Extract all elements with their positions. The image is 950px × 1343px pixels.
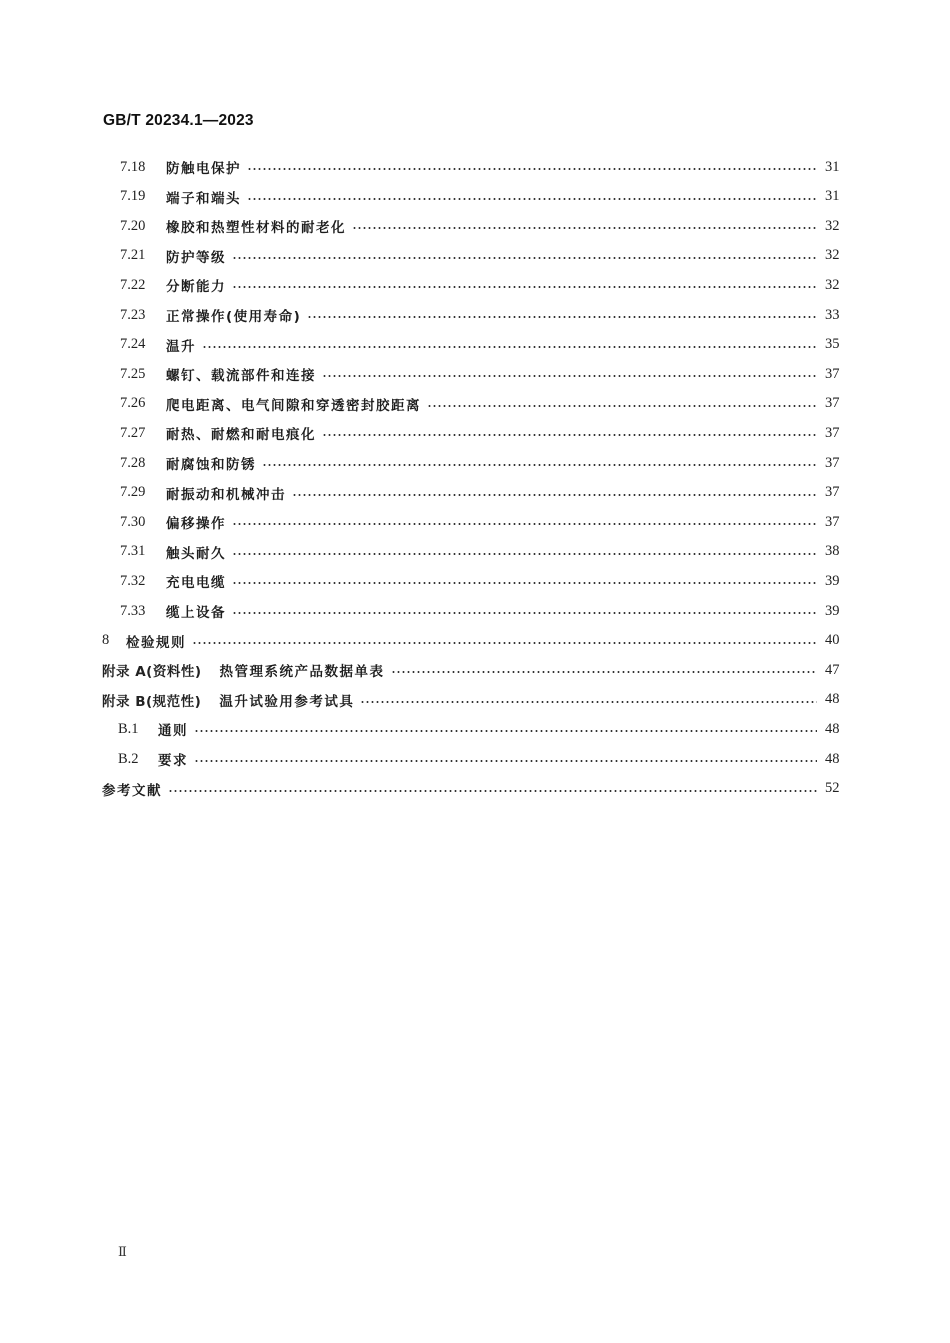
toc-entry-number: 7.30 bbox=[120, 513, 146, 530]
toc-entry-page: 37 bbox=[825, 365, 840, 382]
toc-entry-title: 螺钉、载流部件和连接 bbox=[166, 368, 316, 385]
toc-entry-title: 正常操作(使用寿命) bbox=[166, 309, 302, 325]
dot-leader bbox=[202, 346, 817, 348]
toc-entry-page: 35 bbox=[825, 336, 840, 353]
toc-entry-title: 参考文献 bbox=[102, 782, 162, 799]
toc-entry[interactable] bbox=[120, 214, 843, 238]
toc-entry[interactable] bbox=[120, 451, 843, 475]
toc-entry-page: 39 bbox=[825, 602, 840, 619]
toc-entry-title: 防触电保护 bbox=[166, 161, 241, 177]
toc-entry[interactable] bbox=[120, 185, 843, 209]
toc-entry-page: 47 bbox=[825, 661, 840, 678]
toc-entry-page: 32 bbox=[825, 247, 840, 264]
toc-entry-number: 7.18 bbox=[120, 158, 146, 175]
toc-entry-page: 32 bbox=[825, 217, 840, 234]
toc-entry-number: B.2 bbox=[118, 750, 139, 767]
dot-leader bbox=[307, 316, 817, 318]
toc-entry-number: 7.26 bbox=[120, 395, 146, 412]
toc-entry-number: 附录 B(规范性) bbox=[102, 693, 202, 710]
toc-entry[interactable] bbox=[120, 273, 843, 297]
toc-entry-page: 48 bbox=[825, 720, 840, 737]
toc-entry-number: 8 bbox=[102, 632, 110, 649]
toc-entry-page: 38 bbox=[825, 543, 840, 560]
dot-leader bbox=[322, 434, 817, 436]
toc-entry-number: 7.29 bbox=[120, 484, 146, 501]
toc-entry-page: 37 bbox=[825, 513, 840, 530]
toc-entry[interactable] bbox=[120, 362, 843, 386]
toc-entry-number: 7.24 bbox=[120, 336, 146, 353]
toc-entry[interactable] bbox=[102, 777, 843, 801]
toc-entry-title: 耐热、耐燃和耐电痕化 bbox=[166, 427, 316, 444]
toc-entry-title: 防护等级 bbox=[166, 249, 226, 266]
toc-entry-number: 7.25 bbox=[120, 365, 146, 382]
toc-entry[interactable] bbox=[120, 540, 843, 564]
dot-leader bbox=[232, 257, 817, 259]
toc-entry-page: 33 bbox=[825, 306, 840, 323]
toc-entry[interactable] bbox=[120, 599, 843, 623]
toc-entry-title: 缆上设备 bbox=[166, 605, 226, 621]
dot-leader bbox=[194, 730, 817, 732]
toc-entry-page: 48 bbox=[825, 691, 840, 708]
toc-entry[interactable] bbox=[120, 510, 843, 534]
toc-entry-title: 触头耐久 bbox=[166, 545, 226, 562]
dot-leader bbox=[232, 582, 817, 584]
toc-entry-title: 分断能力 bbox=[166, 279, 226, 296]
toc-entry[interactable] bbox=[120, 303, 843, 327]
toc-entry-number: 附录 A(资料性) bbox=[102, 664, 202, 681]
toc-entry[interactable] bbox=[120, 481, 843, 505]
toc-entry[interactable] bbox=[120, 421, 843, 445]
toc-entry-number: 7.20 bbox=[120, 217, 146, 234]
toc-entry[interactable] bbox=[102, 658, 843, 682]
toc-entry-page: 48 bbox=[825, 750, 840, 767]
dot-leader bbox=[232, 553, 817, 555]
dot-leader bbox=[262, 464, 817, 466]
dot-leader bbox=[232, 523, 817, 525]
toc-entry-page: 52 bbox=[825, 780, 840, 797]
dot-leader bbox=[247, 168, 817, 170]
toc-entry-title: 温升试验用参考试具 bbox=[219, 693, 355, 710]
toc-entry-page: 39 bbox=[825, 572, 840, 589]
toc-entry[interactable] bbox=[120, 392, 843, 416]
toc-entry-title: 爬电距离、电气间隙和穿透密封胶距离 bbox=[166, 397, 421, 414]
toc-entry-number: 7.21 bbox=[120, 247, 146, 264]
toc-entry-page: 37 bbox=[825, 484, 840, 501]
dot-leader bbox=[247, 198, 817, 200]
toc-entry-title: 通则 bbox=[158, 723, 188, 740]
toc-entry-number: 7.32 bbox=[120, 572, 146, 589]
toc-entry-number: 7.19 bbox=[120, 188, 146, 205]
toc-entry-number: 7.33 bbox=[120, 602, 146, 619]
toc-entry-title: 耐腐蚀和防锈 bbox=[166, 457, 256, 473]
toc-entry-page: 37 bbox=[825, 424, 840, 441]
toc-entry[interactable] bbox=[120, 155, 843, 179]
toc-entry-title: 热管理系统产品数据单表 bbox=[219, 664, 385, 681]
page-number: Ⅱ bbox=[118, 1244, 127, 1259]
dot-leader bbox=[427, 405, 817, 407]
toc-entry-title: 耐振动和机械冲击 bbox=[166, 486, 286, 503]
toc-entry-number: 7.27 bbox=[120, 424, 146, 441]
toc-entry-title: 要求 bbox=[158, 753, 188, 769]
toc-entry-title: 橡胶和热塑性材料的耐老化 bbox=[166, 220, 346, 237]
toc-entry[interactable] bbox=[102, 688, 843, 712]
toc-entry-page: 37 bbox=[825, 454, 840, 471]
dot-leader bbox=[232, 612, 817, 614]
dot-leader bbox=[194, 760, 817, 762]
toc-entry-page: 31 bbox=[825, 188, 840, 205]
toc-entry-page: 31 bbox=[825, 158, 840, 175]
dot-leader bbox=[292, 494, 817, 496]
dot-leader bbox=[352, 227, 817, 229]
dot-leader bbox=[192, 642, 817, 644]
toc-entry[interactable] bbox=[120, 333, 843, 357]
toc-entry-title: 检验规则 bbox=[126, 634, 186, 651]
dot-leader bbox=[232, 286, 817, 288]
toc-entry[interactable] bbox=[102, 629, 843, 653]
toc-entry[interactable] bbox=[120, 244, 843, 268]
toc-entry-title: 温升 bbox=[166, 338, 196, 355]
toc-entry[interactable] bbox=[118, 717, 843, 741]
toc-entry[interactable] bbox=[118, 747, 843, 771]
toc-entry-number: 7.23 bbox=[120, 306, 146, 323]
toc-entry-page: 40 bbox=[825, 632, 840, 649]
toc-entry-title: 偏移操作 bbox=[166, 516, 226, 533]
dot-leader bbox=[168, 790, 817, 792]
dot-leader bbox=[391, 671, 818, 673]
toc-entry-number: 7.28 bbox=[120, 454, 146, 471]
toc-entry-page: 32 bbox=[825, 276, 840, 293]
toc-entry-title: 端子和端头 bbox=[166, 190, 241, 207]
toc-entry-number: 7.22 bbox=[120, 276, 146, 293]
toc-entry-number: 7.31 bbox=[120, 543, 146, 560]
toc-entry-page: 37 bbox=[825, 395, 840, 412]
toc-entry[interactable] bbox=[120, 569, 843, 593]
standard-id-header: GB/T 20234.1—2023 bbox=[103, 112, 254, 129]
toc-entry-title: 充电电缆 bbox=[166, 575, 226, 592]
dot-leader bbox=[360, 701, 817, 703]
dot-leader bbox=[322, 375, 817, 377]
toc-entry-number: B.1 bbox=[118, 720, 139, 737]
